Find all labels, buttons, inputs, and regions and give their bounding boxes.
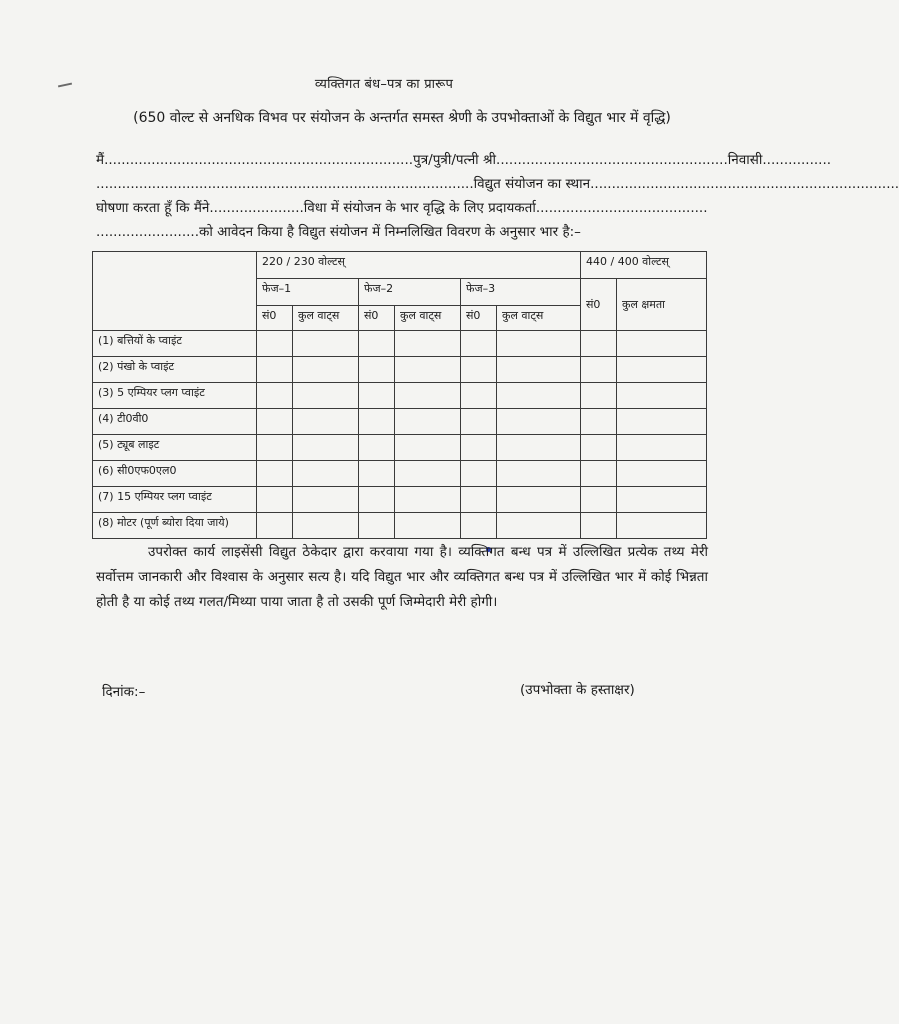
empty-cell[interactable] (581, 487, 617, 513)
voltage-220-header: 220 / 230 वोल्टस् (257, 252, 581, 279)
sno-header-440: सं0 (581, 279, 617, 331)
empty-cell[interactable] (497, 409, 581, 435)
empty-cell[interactable] (257, 383, 293, 409)
empty-cell[interactable] (617, 357, 707, 383)
empty-cell[interactable] (497, 487, 581, 513)
empty-cell[interactable] (461, 383, 497, 409)
empty-cell[interactable] (293, 331, 359, 357)
empty-cell[interactable] (257, 435, 293, 461)
empty-cell[interactable] (359, 383, 395, 409)
empty-cell[interactable] (257, 331, 293, 357)
watts-header-phase2: कुल वाट्स (395, 306, 461, 331)
declaration-line-application: ........................को आवेदन किया है विद्युत संयोजन में निम्नलिखित विवरण के अनुसार भार है:– (96, 224, 581, 240)
empty-cell[interactable] (461, 409, 497, 435)
empty-cell[interactable] (617, 409, 707, 435)
empty-cell[interactable] (395, 487, 461, 513)
empty-cell[interactable] (581, 513, 617, 539)
watts-header-phase1: कुल वाट्स (293, 306, 359, 331)
empty-cell[interactable] (497, 513, 581, 539)
empty-cell[interactable] (581, 461, 617, 487)
empty-cell[interactable] (461, 487, 497, 513)
empty-cell[interactable] (395, 461, 461, 487)
declaration-paragraph (96, 540, 708, 615)
empty-cell[interactable] (359, 357, 395, 383)
empty-cell[interactable] (461, 357, 497, 383)
declaration-line-name: मैं........................................................................पुत्र/पुत्री/पत्नी श्री......................................................निवासी................ (96, 152, 832, 168)
sno-header-phase2: सं0 (359, 306, 395, 331)
phase1-header: फेज–1 (257, 279, 359, 306)
item-header-cell (93, 252, 257, 331)
total-capacity-header: कुल क्षमता (617, 279, 707, 331)
form-title: व्यक्तिगत बंध–पत्र का प्रारूप (314, 77, 454, 92)
table-row (93, 435, 707, 461)
table-row (93, 383, 707, 409)
empty-cell[interactable] (617, 383, 707, 409)
table-row (93, 487, 707, 513)
empty-cell[interactable] (617, 513, 707, 539)
date-label: दिनांक:– (102, 684, 146, 700)
empty-cell[interactable] (359, 331, 395, 357)
empty-cell[interactable] (461, 435, 497, 461)
empty-cell[interactable] (359, 435, 395, 461)
table-row (93, 409, 707, 435)
empty-cell[interactable] (497, 461, 581, 487)
empty-cell[interactable] (395, 409, 461, 435)
empty-cell[interactable] (617, 461, 707, 487)
signature-label: (उपभोक्ता के हस्ताक्षर) (520, 682, 635, 698)
empty-cell[interactable] (395, 513, 461, 539)
empty-cell[interactable] (581, 331, 617, 357)
item-label: (2) पंखो के प्वाइंट (93, 357, 257, 383)
item-label: (7) 15 एम्पियर प्लग प्वाइंट (93, 487, 257, 513)
empty-cell[interactable] (497, 331, 581, 357)
empty-cell[interactable] (257, 461, 293, 487)
empty-cell[interactable] (581, 435, 617, 461)
empty-cell[interactable] (293, 383, 359, 409)
table-row (93, 331, 707, 357)
empty-cell[interactable] (293, 487, 359, 513)
load-details-table (92, 251, 707, 539)
empty-cell[interactable] (395, 331, 461, 357)
empty-cell[interactable] (293, 435, 359, 461)
item-label: (1) बत्तियों के प्वाइंट (93, 331, 257, 357)
empty-cell[interactable] (617, 331, 707, 357)
empty-cell[interactable] (395, 435, 461, 461)
empty-cell[interactable] (293, 461, 359, 487)
empty-cell[interactable] (293, 513, 359, 539)
empty-cell[interactable] (581, 383, 617, 409)
empty-cell[interactable] (359, 513, 395, 539)
empty-cell[interactable] (581, 357, 617, 383)
voltage-440-header: 440 / 400 वोल्टस् (581, 252, 707, 279)
phase3-header: फेज–3 (461, 279, 581, 306)
empty-cell[interactable] (461, 331, 497, 357)
empty-cell[interactable] (359, 487, 395, 513)
item-rows (93, 331, 707, 539)
empty-cell[interactable] (359, 461, 395, 487)
table-row (93, 357, 707, 383)
empty-cell[interactable] (257, 513, 293, 539)
empty-cell[interactable] (497, 357, 581, 383)
phase2-header: फेज–2 (359, 279, 461, 306)
empty-cell[interactable] (359, 409, 395, 435)
table-row (93, 513, 707, 539)
empty-cell[interactable] (257, 357, 293, 383)
item-label: (4) टी0वी0 (93, 409, 257, 435)
empty-cell[interactable] (395, 383, 461, 409)
sno-header-phase3: सं0 (461, 306, 497, 331)
empty-cell[interactable] (497, 383, 581, 409)
item-label: (8) मोटर (पूर्ण ब्योरा दिया जाये) (93, 513, 257, 539)
empty-cell[interactable] (461, 513, 497, 539)
empty-cell[interactable] (617, 435, 707, 461)
empty-cell[interactable] (461, 461, 497, 487)
table-row (93, 461, 707, 487)
empty-cell[interactable] (293, 357, 359, 383)
empty-cell[interactable] (257, 487, 293, 513)
empty-cell[interactable] (497, 435, 581, 461)
item-label: (6) सी0एफ0एल0 (93, 461, 257, 487)
sno-header-phase1: सं0 (257, 306, 293, 331)
empty-cell[interactable] (293, 409, 359, 435)
item-label: (3) 5 एम्पियर प्लग प्वाइंट (93, 383, 257, 409)
declaration-text: उपरोक्त कार्य लाइसेंसी विद्युत ठेकेदार द्वारा करवाया गया है। व्यक्तिगत बन्ध पत्र में उल्लिखित प्रत्येक तथ्य मेरी सर्वोत्तम जानकारी और विश्वास के अनुसार सत्य है। यदि विद्युत भार और व्यक्तिगत बन्ध पत्र में उल्लिखित भार में कोई भिन्नता होती है या कोई तथ्य गलत/मिथ्या पाया जाता है तो उसकी पूर्ण जिम्मेदारी मेरी होगी। (96, 544, 708, 610)
form-subtitle: (650 वोल्ट से अनधिक विभव पर संयोजन के अन्तर्गत समस्त श्रेणी के उपभोक्ताओं के विद्युत भार में वृद्धि) (133, 110, 671, 126)
empty-cell[interactable] (617, 487, 707, 513)
empty-cell[interactable] (395, 357, 461, 383)
declaration-line-location: ........................................................................................विद्युत संयोजन का स्थान........................................................................ (96, 176, 899, 192)
declaration-line-declaration: घोषणा करता हूँ कि मैंने......................विधा में संयोजन के भार वृद्धि के लिए प्रदायकर्ता........................................ (96, 200, 708, 216)
empty-cell[interactable] (581, 409, 617, 435)
item-label: (5) ट्यूब लाइट (93, 435, 257, 461)
watts-header-phase3: कुल वाट्स (497, 306, 581, 331)
empty-cell[interactable] (257, 409, 293, 435)
